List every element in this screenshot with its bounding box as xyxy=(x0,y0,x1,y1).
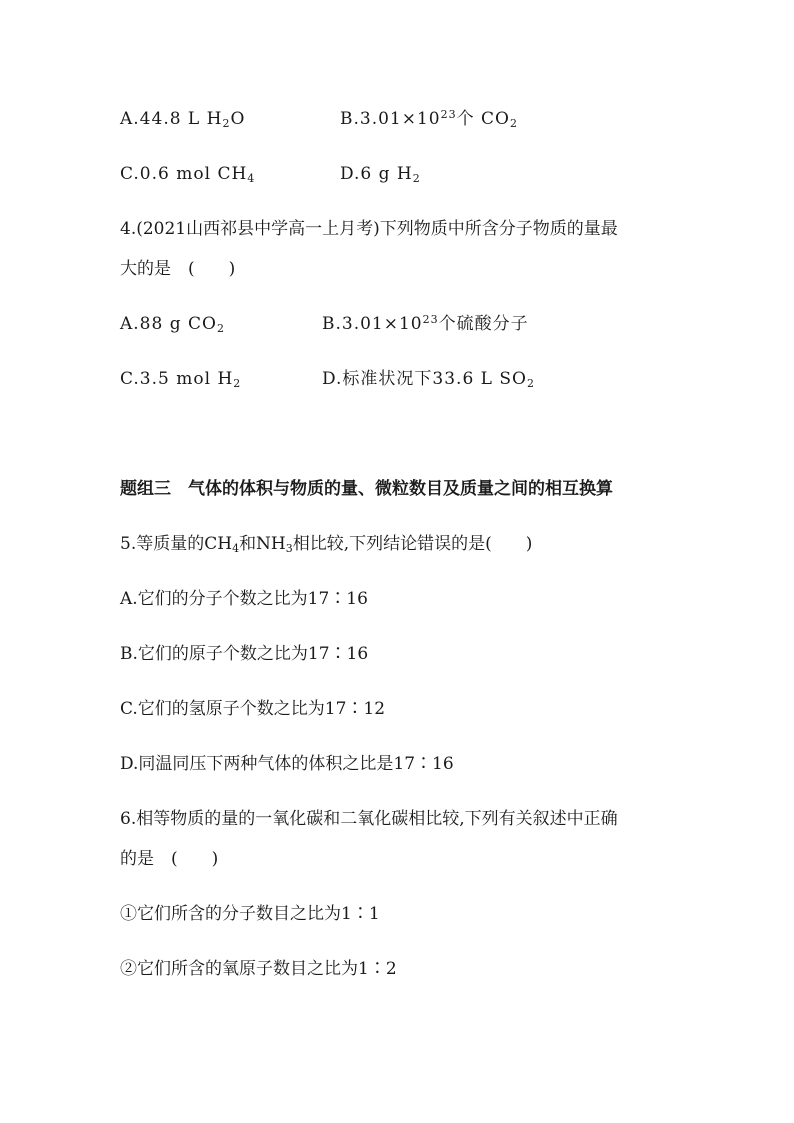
q3-option-d xyxy=(340,163,421,185)
q4-option-a-text: A.88 g CO xyxy=(120,314,217,334)
q5-option-d: D.同温同压下两种气体的体积之比是17∶16 xyxy=(120,754,454,774)
q3-option-b-exponent: 23 xyxy=(440,108,457,121)
q4-option-d xyxy=(322,368,535,390)
q5-option-a: A.它们的分子个数之比为17∶16 xyxy=(120,589,368,609)
q3-option-a xyxy=(120,108,245,130)
section3-title: 题组三 气体的体积与物质的量、微粒数目及质量之间的相互换算 xyxy=(120,479,613,499)
q3-option-b-subscript: 2 xyxy=(509,117,518,130)
q3-option-b xyxy=(340,108,518,130)
q4-option-a-subscript: 2 xyxy=(216,322,225,335)
q4-option-b xyxy=(322,313,529,335)
q3-option-a-text: A.44.8 L H xyxy=(120,109,223,129)
q3-option-d-text: D.6 g H xyxy=(340,164,413,184)
q5-stem xyxy=(120,533,532,555)
q6-statement-1: ①它们所含的分子数目之比为1∶1 xyxy=(120,904,380,924)
q4-stem-line2: 大的是 ( ) xyxy=(120,259,236,279)
q6-statement-2: ②它们所含的氧原子数目之比为1∶2 xyxy=(120,959,397,979)
q3-option-b-unit: 个 CO xyxy=(456,109,510,129)
q3-option-b-text: B.3.01×10 xyxy=(340,109,441,129)
q3-option-a-subscript: 2 xyxy=(222,117,231,130)
q4-option-b-exponent: 23 xyxy=(422,313,439,326)
q5-stem-tail: 相比较,下列结论错误的是( ) xyxy=(292,534,533,554)
q3-option-c-subscript: 4 xyxy=(247,172,256,185)
q5-stem-subscript-2: 3 xyxy=(285,542,293,555)
q3-option-c xyxy=(120,163,255,185)
q5-stem-middle: 和NH xyxy=(239,534,286,554)
q3-option-d-subscript: 2 xyxy=(412,172,421,185)
q4-option-d-subscript: 2 xyxy=(526,377,535,390)
q5-stem-text: 5.等质量的CH xyxy=(120,534,233,554)
q4-option-b-suffix: 个硫酸分子 xyxy=(438,314,529,334)
q6-stem-line2: 的是 ( ) xyxy=(120,849,219,869)
q3-option-a-suffix: O xyxy=(230,109,246,129)
q4-option-d-text: D.标准状况下33.6 L SO xyxy=(322,369,527,389)
q4-option-a xyxy=(120,313,225,335)
q4-option-b-text: B.3.01×10 xyxy=(322,314,423,334)
q4-option-c-subscript: 2 xyxy=(233,377,242,390)
q6-stem-line1: 6.相等物质的量的一氧化碳和二氧化碳相比较,下列有关叙述中正确 xyxy=(120,809,618,829)
q4-option-c-text: C.3.5 mol H xyxy=(120,369,234,389)
q5-option-b: B.它们的原子个数之比为17∶16 xyxy=(120,644,369,664)
q3-option-c-text: C.0.6 mol CH xyxy=(120,164,248,184)
q5-stem-subscript-1: 4 xyxy=(232,542,240,555)
q4-stem-line1: 4.(2021山西祁县中学高一上月考)下列物质中所含分子物质的量最 xyxy=(120,219,618,239)
q5-option-c: C.它们的氢原子个数之比为17∶12 xyxy=(120,699,386,719)
q4-option-c xyxy=(120,368,241,390)
